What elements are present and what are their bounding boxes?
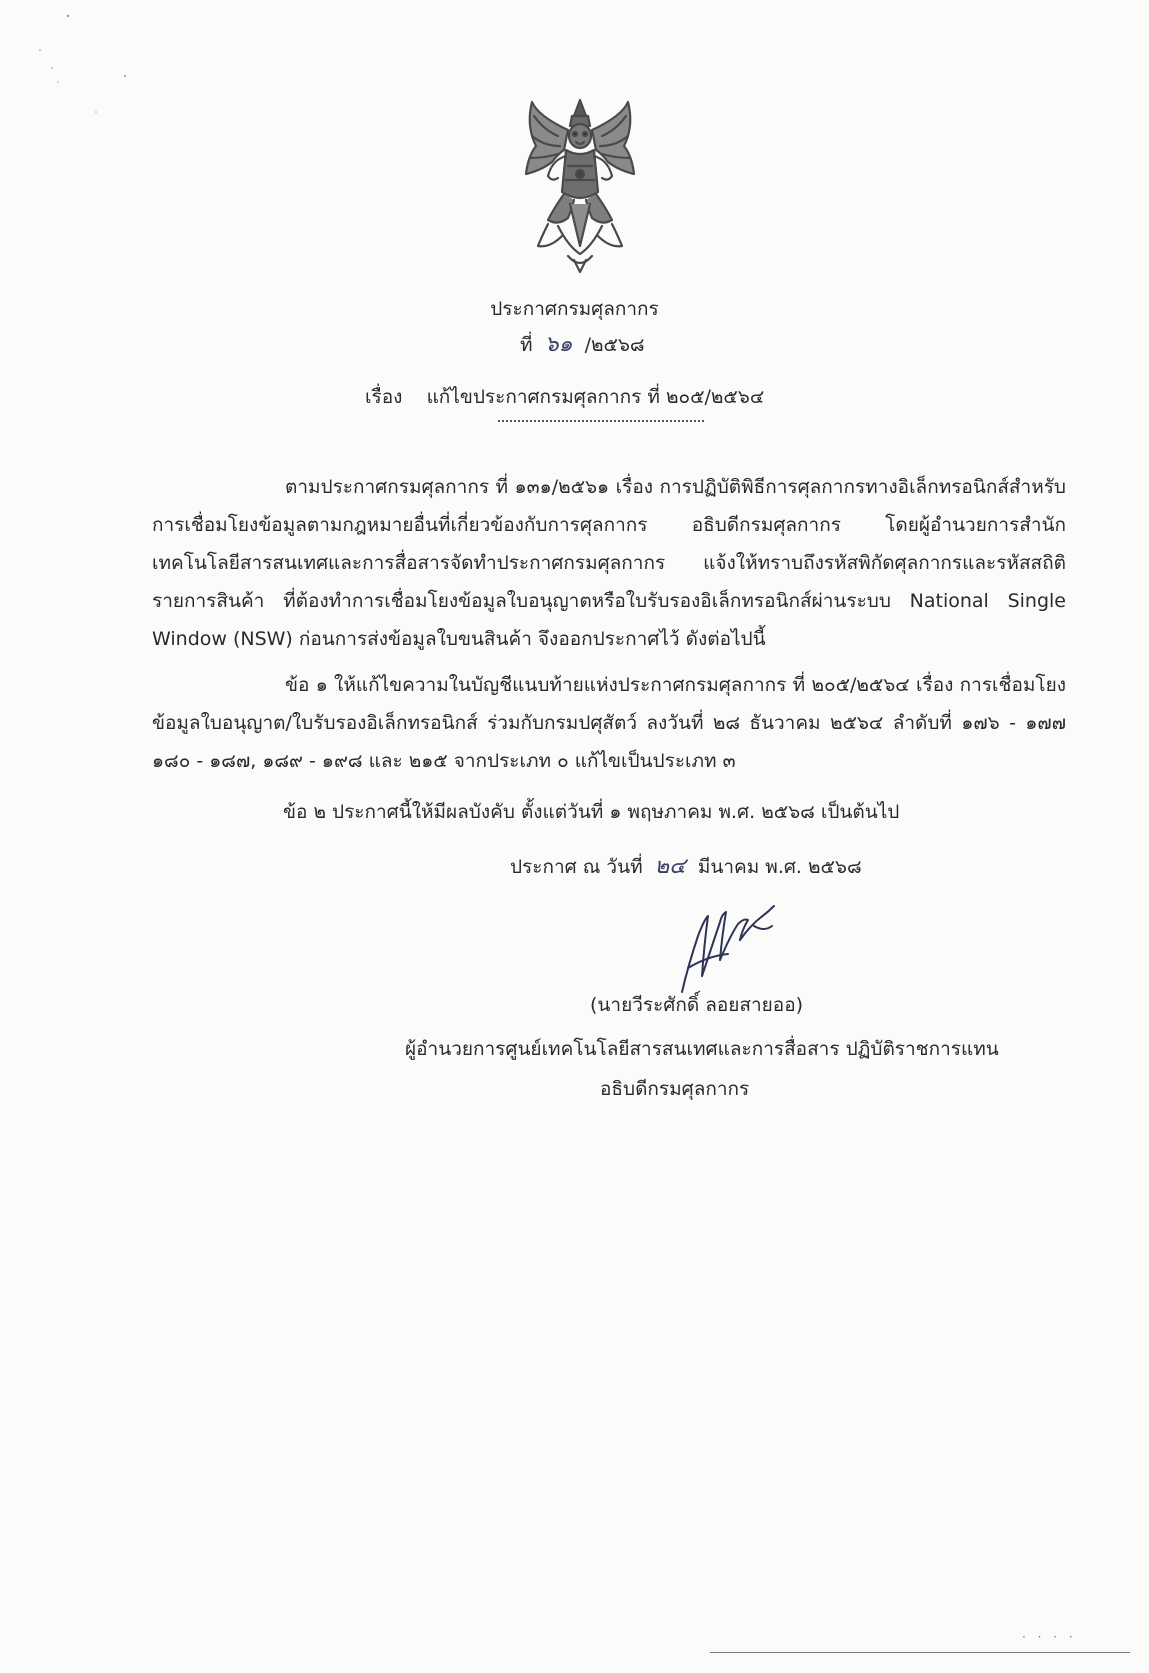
announce-prefix: ประกาศ ณ วันที่: [510, 856, 643, 878]
announce-suffix: มีนาคม พ.ศ. ๒๕๖๘: [697, 856, 862, 878]
document-title: ประกาศกรมศุลกากร: [490, 298, 659, 320]
body-paragraph-2: [152, 666, 1066, 780]
subject-line: [365, 384, 764, 410]
number-suffix: /๒๕๖๘: [584, 334, 645, 356]
paragraph-text: ตามประกาศกรมศุลกากร ที่ ๑๓๑/๒๕๖๑ เรื่อง การปฏิบัติพิธีการศุลกากรทางอิเล็กทรอนิกส์สำหรับการเชื่อมโยงข้อมูลตามกฎหมายอื่นที่เกี่ยวข้องกับการศุลกากร อธิบดีกรมศุลกากร โดยผู้อำนวยการสำนักเทคโนโลยีสารสนเทศและการสื่อสารจัดทำประกาศกรมศุลกากร แจ้งให้ทราบถึงรหัสพิกัดศุลกากรและรหัสสถิติ รายการสินค้า ที่ต้องทำการเชื่อมโยงข้อมูลใบอนุญาตหรือใบรับรองอิเล็กทรอนิกส์ผ่านระบบ National Single Window (NSW) ก่อนการส่งข้อมูลใบขนสินค้า จึงออกประกาศไว้ ดังต่อไปนี้: [152, 476, 1066, 650]
footer-rule: [710, 1652, 1130, 1653]
footer-mark: · · · ·: [1022, 1630, 1077, 1644]
body-paragraph-1: [152, 468, 1066, 658]
paragraph-text: ข้อ ๑ ให้แก้ไขความในบัญชีแนบท้ายแห่งประกาศกรมศุลกากร ที่ ๒๐๕/๒๕๖๔ เรื่อง การเชื่อมโยงข้อมูลใบอนุญาต/ใบรับรองอิเล็กทรอนิกส์ ร่วมกับกรมปศุสัตว์ ลงวันที่ ๒๘ ธันวาคม ๒๕๖๔ ลำดับที่ ๑๗๖ - ๑๗๗ ๑๘๐ - ๑๘๗, ๑๘๙ - ๑๙๘ และ ๒๑๕ จากประเภท ๐ แก้ไขเป็นประเภท ๓: [152, 674, 1066, 772]
dotted-divider: [498, 420, 704, 422]
paragraph-text: ข้อ ๒ ประกาศนี้ให้มีผลบังคับ ตั้งแต่วันที่ ๑ พฤษภาคม พ.ศ. ๒๕๖๘ เป็นต้นไป: [283, 801, 900, 823]
garuda-emblem-icon: [518, 96, 642, 274]
signer-name: (นายวีระศักดิ์ ลอยสายออ): [590, 994, 804, 1016]
subject-label: เรื่อง: [365, 386, 403, 408]
announcement-number: [520, 332, 645, 358]
subject-text: แก้ไขประกาศกรมศุลกากร ที่ ๒๐๕/๒๕๖๔: [426, 386, 765, 408]
number-prefix: ที่: [520, 334, 533, 356]
body-paragraph-3: [283, 793, 1083, 831]
number-handwritten: ๖๑: [544, 332, 573, 357]
scan-specks: [30, 10, 150, 120]
signer-on-behalf: อธิบดีกรมศุลกากร: [600, 1078, 750, 1100]
announcement-date: [510, 854, 862, 880]
signer-position: ผู้อำนวยการศูนย์เทคโนโลยีสารสนเทศและการสื่อสาร ปฏิบัติราชการแทน: [405, 1038, 999, 1060]
handwritten-signature: [668, 896, 788, 996]
announce-day-handwritten: ๒๔: [654, 854, 686, 879]
